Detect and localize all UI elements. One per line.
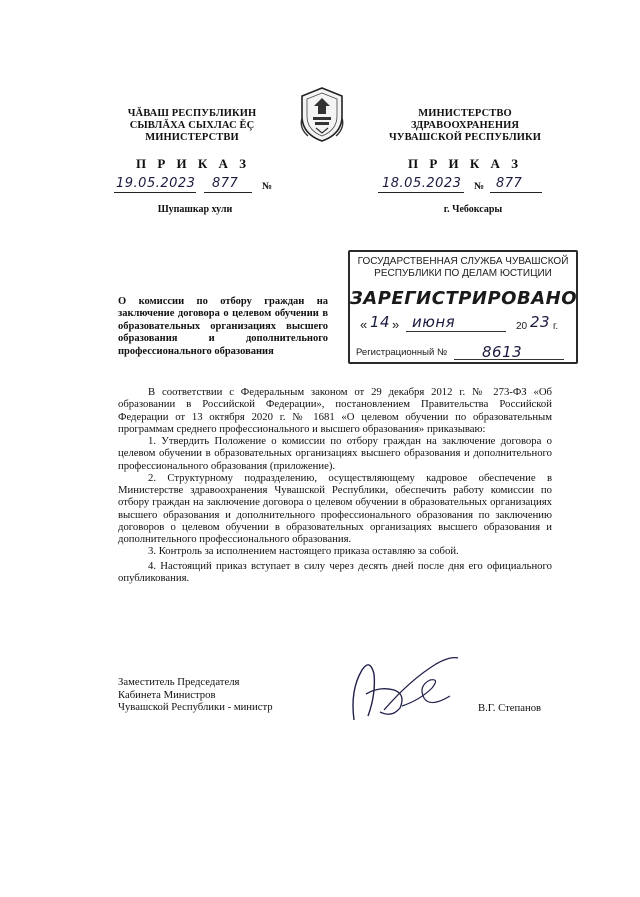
right-date: 18.05.2023 xyxy=(382,176,462,191)
signature-name: В.Г. Степанов xyxy=(478,702,542,714)
document-body xyxy=(118,386,552,584)
header-right-line: ЗДРАВООХРАНЕНИЯ xyxy=(410,120,520,131)
emblem-seal-icon xyxy=(296,84,348,144)
stamp-close-quote: » xyxy=(392,317,400,332)
signature-position xyxy=(118,676,338,714)
order-title-left: П Р И К А З xyxy=(135,156,251,171)
header-left-line: МИНИСТЕРСТВИ xyxy=(145,132,239,143)
signature-position-line: Кабинета Министров xyxy=(118,688,216,701)
stamp-year-prefix: 20 xyxy=(516,321,528,332)
left-number-sign: № xyxy=(262,181,273,192)
right-city: г. Чебоксары xyxy=(443,204,503,215)
stamp-line-2: РЕСПУБЛИКИ ПО ДЕЛАМ ЮСТИЦИИ xyxy=(374,268,552,279)
body-item-3: 3. Контроль за исполнением настоящего приказа оставляю за собой. xyxy=(148,545,459,558)
document-title: О комиссии по отбору граждан на заключение договора о целевом обучении в образовательных организациях высшего образования и дополнительного профессионального образования xyxy=(118,296,328,357)
stamp-day: 14 xyxy=(370,313,391,331)
stamp-year-unit: г. xyxy=(553,321,559,332)
stamp-date-row xyxy=(350,313,576,337)
handwritten-signature-icon xyxy=(340,650,470,730)
right-number-sign: № xyxy=(474,181,485,192)
body-item-1: 1. Утвердить Положение о комиссии по отбору граждан на заключение договора о целевом обучении в образовательных организациях высшего образования и дополнительного профессионального образования (приложение). xyxy=(118,435,552,472)
body-item-4: 4. Настоящий приказ вступает в силу через десять дней после дня его официального опубликования. xyxy=(118,559,552,584)
stamp-reg-row xyxy=(350,343,576,363)
left-city: Шупашкар хули xyxy=(157,204,233,215)
header-left-line: ЧĂВАШ РЕСПУБЛИКИН xyxy=(127,108,257,119)
header-right-line: ЧУВАШСКОЙ РЕСПУБЛИКИ xyxy=(388,132,542,143)
header-left-block xyxy=(108,108,276,144)
header-right-block xyxy=(380,108,550,144)
signature-position-line: Чувашской Республики - министр xyxy=(118,701,273,714)
order-title-right: П Р И К А З xyxy=(407,156,523,171)
stamp-month: июня xyxy=(412,313,456,331)
right-number: 877 xyxy=(496,176,523,191)
stamp-month-line xyxy=(406,331,506,332)
stamp-reg-label: Регистрационный № xyxy=(356,347,448,358)
header-right-line: МИНИСТЕРСТВО xyxy=(418,108,512,119)
stamp-open-quote: « xyxy=(360,317,368,332)
body-item-2: 2. Структурному подразделению, осуществляющему кадровое обеспечение в Министерстве здравоохранения Чувашской Республики, обеспечить работу комиссии по отбору граждан на заключение договора о целевом обучении в образовательных организациях высшего образования и дополнительного профессионального образования по заключению договоров о целевом обучении в образовательных организациях высшего образования и дополнительного профессионального образования. xyxy=(118,471,552,545)
header-left-line: СЫВЛĂХА СЫХЛАС ĔÇ xyxy=(129,120,255,131)
left-number: 877 xyxy=(212,176,239,191)
stamp-year-suffix: 23 xyxy=(530,313,551,331)
signature-position-line: Заместитель Председателя xyxy=(118,676,240,688)
left-date: 19.05.2023 xyxy=(116,176,196,191)
stamp-reg-number: 8613 xyxy=(482,343,523,361)
stamp-registered: ЗАРЕГИСТРИРОВАНО xyxy=(350,288,577,309)
body-intro: В соответствии с Федеральным законом от 29 декабря 2012 г. № 273-ФЗ «Об образовании в Российской Федерации», постановлением Правительства Российской Федерации от 13 октября 2020 г. № 1681 «О целевом обучении по образовательным программам среднего профессионального и высшего образования» приказываю: xyxy=(118,386,552,435)
registration-stamp xyxy=(348,250,578,364)
stamp-line-1: ГОСУДАРСТВЕННАЯ СЛУЖБА ЧУВАШСКОЙ xyxy=(357,256,569,267)
